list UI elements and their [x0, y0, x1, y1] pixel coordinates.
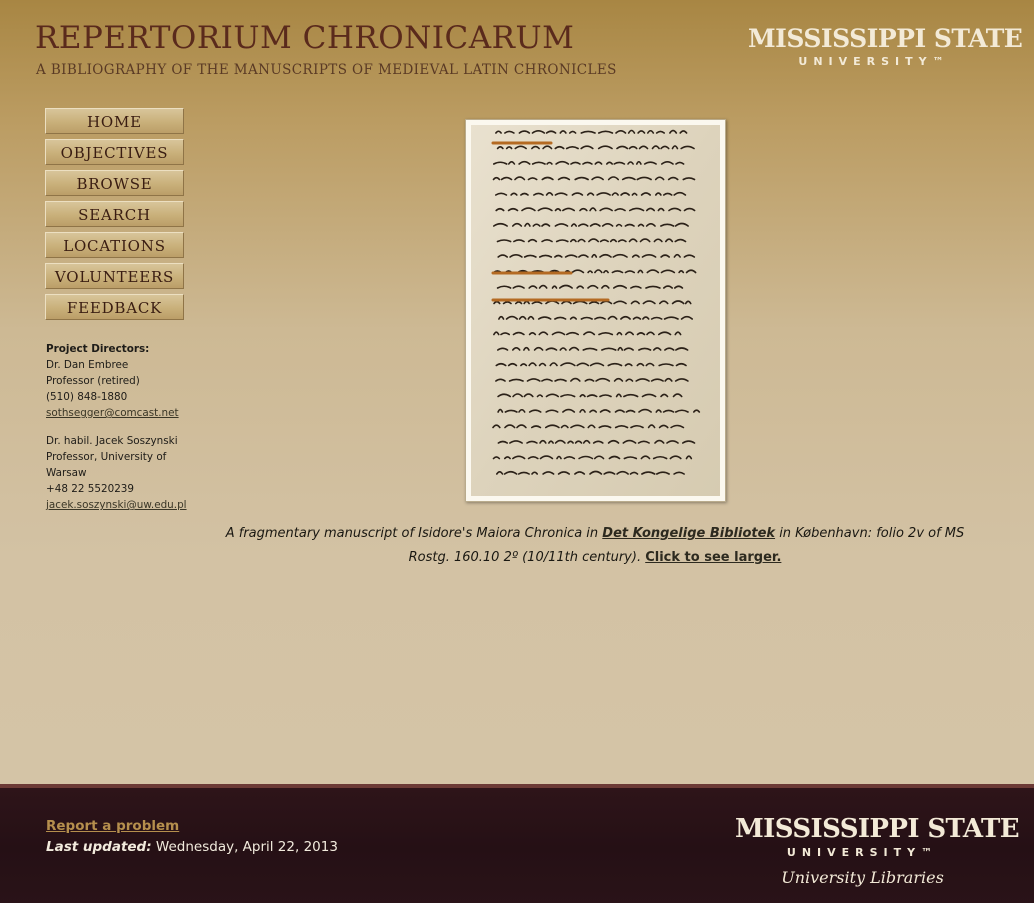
director2-title: Professor, University of Warsaw [46, 451, 167, 479]
project-directors [46, 341, 196, 513]
caption-text-1: A fragmentary manuscript of Isidore's Maiora Chronica in [225, 526, 603, 541]
director1-email-link[interactable]: sothsegger@comcast.net [46, 407, 179, 419]
msu-footer-logo-line3: University Libraries [781, 868, 944, 887]
library-link[interactable]: Det Kongelige Bibliotek [602, 526, 776, 541]
nav-feedback-button[interactable]: FEEDBACK [45, 294, 184, 320]
last-updated-label: Last updated: [46, 839, 152, 855]
director2-email-link[interactable]: jacek.soszynski@uw.edu.pl [46, 499, 187, 511]
director1-name: Dr. Dan Embree [46, 359, 129, 371]
directors-heading: Project Directors: [46, 343, 150, 355]
director1-title: Professor (retired) [46, 375, 140, 387]
director1-phone: (510) 848-1880 [46, 391, 128, 403]
manuscript-image[interactable] [465, 119, 726, 502]
see-larger-link[interactable]: Click to see larger. [645, 550, 782, 565]
main-nav [45, 108, 187, 325]
site-subtitle: A BIBLIOGRAPHY OF THE MANUSCRIPTS OF MEDIEVAL LATIN CHRONICLES [36, 62, 617, 78]
msu-footer-logo-line1: MISSISSIPPI STATE [735, 814, 1019, 844]
director2-phone: +48 22 5520239 [46, 483, 135, 495]
nav-home-button[interactable]: HOME [45, 108, 184, 134]
last-updated [46, 839, 338, 855]
last-updated-value: Wednesday, April 22, 2013 [151, 839, 338, 855]
msu-logo[interactable] [748, 24, 1023, 68]
caption-text-2: in København: folio 2v of MS Rostg. 160.10 2º (10/11th century). [408, 526, 965, 565]
image-caption [215, 522, 975, 570]
nav-volunteers-button[interactable]: VOLUNTEERS [45, 263, 184, 289]
report-problem-link[interactable]: Report a problem [46, 818, 180, 834]
msu-logo-line2: UNIVERSITY™ [798, 55, 950, 68]
msu-libraries-logo[interactable] [735, 814, 1019, 887]
nav-search-button[interactable]: SEARCH [45, 201, 184, 227]
site-title[interactable]: REPERTORIUM CHRONICARUM [35, 20, 575, 56]
nav-browse-button[interactable]: BROWSE [45, 170, 184, 196]
director2-name: Dr. habil. Jacek Soszynski [46, 435, 178, 447]
nav-objectives-button[interactable]: OBJECTIVES [45, 139, 184, 165]
msu-logo-line1: MISSISSIPPI STATE [748, 24, 1023, 53]
site-header [0, 0, 1034, 100]
manuscript-page [471, 125, 720, 496]
msu-footer-logo-line2: UNIVERSITY™ [786, 846, 939, 859]
nav-locations-button[interactable]: LOCATIONS [45, 232, 184, 258]
site-footer [0, 784, 1034, 903]
spacer [46, 421, 196, 433]
